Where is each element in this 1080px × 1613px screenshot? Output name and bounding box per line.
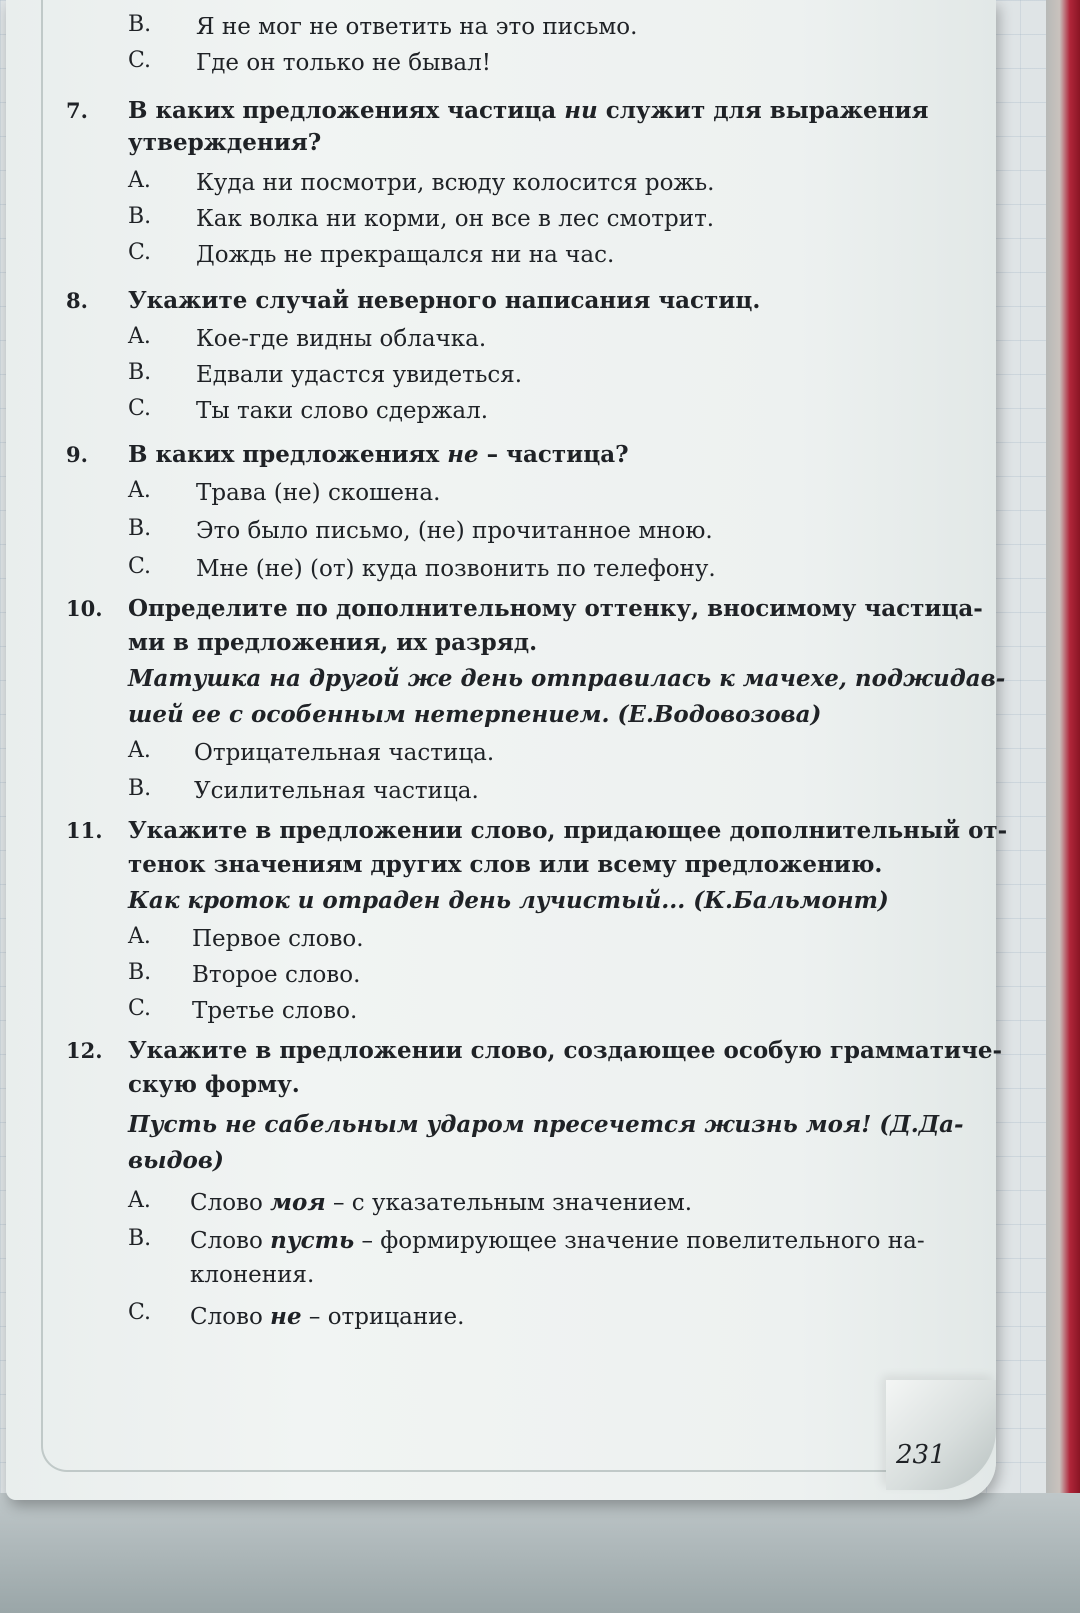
question-number: 8. bbox=[66, 288, 88, 313]
question-text: утверждения? bbox=[128, 129, 322, 156]
page-number: 231 bbox=[896, 1440, 946, 1470]
example-sentence: Матушка на другой же день отправилась к мачехе, поджидав- bbox=[128, 665, 1006, 692]
option-letter: C. bbox=[128, 240, 152, 265]
option-letter: B. bbox=[128, 960, 152, 985]
question-text: В каких предложениях частица ни служит для выражения bbox=[128, 97, 929, 124]
question-text: тенок значениям других слов или всему предложению. bbox=[128, 851, 883, 878]
page-bottom-edge bbox=[0, 1493, 1080, 1613]
option-text: Третье слово. bbox=[192, 998, 358, 1024]
option-text: Это было письмо, (не) прочитанное мною. bbox=[196, 518, 713, 544]
option-letter: A. bbox=[128, 168, 151, 193]
question-text: В каких предложениях не – частица? bbox=[128, 441, 629, 468]
option-text: Слово моя – с указательным значением. bbox=[190, 1189, 693, 1216]
option-text: Первое слово. bbox=[192, 926, 364, 952]
option-letter: B. bbox=[128, 12, 152, 37]
question-text: ми в предложения, их разряд. bbox=[128, 629, 538, 656]
option-letter: B. bbox=[128, 204, 152, 229]
option-text: Усилительная частица. bbox=[194, 778, 479, 804]
example-sentence: Пусть не сабельным ударом пресечется жизнь моя! (Д.Да- bbox=[128, 1111, 964, 1138]
option-text: Дождь не прекращался ни на час. bbox=[196, 242, 615, 268]
option-letter: A. bbox=[128, 478, 151, 503]
option-text: Куда ни посмотри, всюду колосится рожь. bbox=[196, 170, 715, 196]
question-text: Укажите случай неверного написания частиц. bbox=[128, 287, 761, 314]
book-cover-edge bbox=[1046, 0, 1080, 1613]
option-text: Где он только не бывал! bbox=[196, 50, 491, 76]
option-text-continued: клонения. bbox=[190, 1262, 315, 1288]
option-letter: C. bbox=[128, 1300, 152, 1325]
option-letter: A. bbox=[128, 738, 151, 763]
option-text: Как волка ни корми, он все в лес смотрит. bbox=[196, 206, 715, 232]
option-text: Мне (не) (от) куда позвонить по телефону. bbox=[196, 556, 716, 582]
option-letter: C. bbox=[128, 396, 152, 421]
question-text: скую форму. bbox=[128, 1071, 300, 1098]
option-text: Я не мог не ответить на это письмо. bbox=[196, 14, 638, 40]
option-text: Слово пусть – формирующее значение повелительного на- bbox=[190, 1227, 925, 1254]
option-text: Отрицательная частица. bbox=[194, 740, 495, 766]
question-number: 12. bbox=[66, 1038, 103, 1063]
option-letter: A. bbox=[128, 1188, 151, 1213]
option-letter: B. bbox=[128, 1226, 152, 1251]
example-sentence: Как кроток и отраден день лучистый... (К.Бальмонт) bbox=[128, 887, 889, 914]
option-text: Второе слово. bbox=[192, 962, 361, 988]
question-number: 9. bbox=[66, 442, 88, 467]
question-number: 10. bbox=[66, 596, 103, 621]
option-text: Кое-где видны облачка. bbox=[196, 326, 487, 352]
option-letter: B. bbox=[128, 776, 152, 801]
question-text: Укажите в предложении слово, придающее дополнительный от- bbox=[128, 817, 1008, 844]
option-letter: C. bbox=[128, 554, 152, 579]
question-number: 7. bbox=[66, 98, 88, 123]
question-number: 11. bbox=[66, 818, 103, 843]
option-text: Трава (не) скошена. bbox=[196, 480, 441, 506]
option-letter: A. bbox=[128, 924, 151, 949]
option-letter: C. bbox=[128, 48, 152, 73]
question-text: Укажите в предложении слово, создающее особую грамматиче- bbox=[128, 1037, 1003, 1064]
option-letter: B. bbox=[128, 360, 152, 385]
option-letter: C. bbox=[128, 996, 152, 1021]
example-sentence: выдов) bbox=[128, 1147, 224, 1174]
option-letter: B. bbox=[128, 516, 152, 541]
question-text: Определите по дополнительному оттенку, вносимому частица- bbox=[128, 595, 983, 622]
textbook-page bbox=[6, 0, 1008, 1500]
example-sentence: шей ее с особенным нетерпением. (Е.Водовозова) bbox=[128, 701, 822, 728]
option-text: Слово не – отрицание. bbox=[190, 1303, 465, 1330]
option-letter: A. bbox=[128, 324, 151, 349]
page-curl bbox=[886, 1380, 996, 1490]
option-text: Ты таки слово сдержал. bbox=[196, 398, 489, 424]
option-text: Едвали удастся увидеться. bbox=[196, 362, 523, 388]
